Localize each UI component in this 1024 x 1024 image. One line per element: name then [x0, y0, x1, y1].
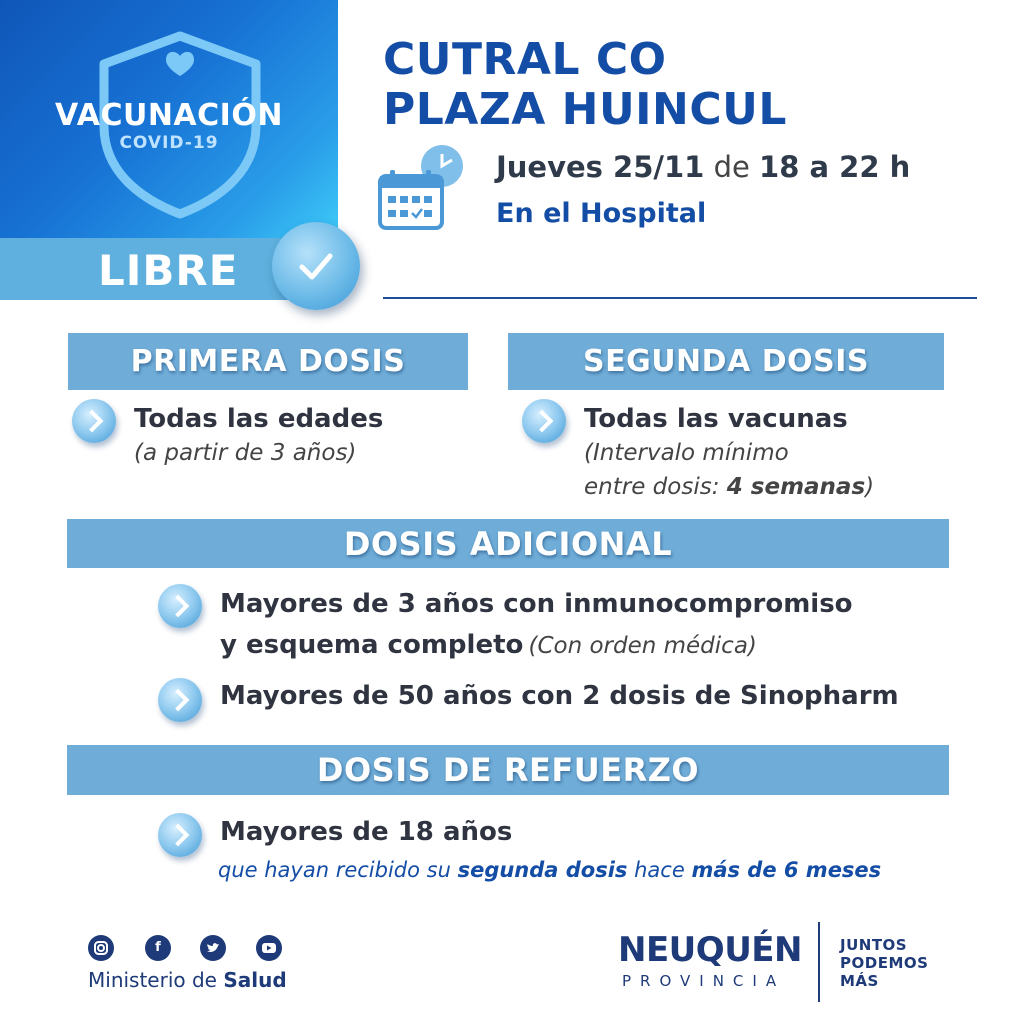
badge-subtitle: COVID-19	[119, 133, 219, 153]
refuerzo-item: Mayores de 18 años	[220, 817, 513, 847]
note-text: entre dosis:	[584, 474, 727, 500]
segunda-note-line1: (Intervalo mínimo	[584, 440, 789, 466]
primera-dosis-heading: PRIMERA DOSIS	[68, 333, 468, 390]
note-emphasis: más de 6 meses	[691, 858, 882, 882]
divider-line	[383, 297, 977, 299]
youtube-icon[interactable]	[256, 935, 282, 961]
ministerio-label	[88, 968, 287, 992]
adicional-item1-line1: Mayores de 3 años con inmunocompromiso	[220, 589, 853, 619]
arrow-bullet-icon	[158, 584, 202, 628]
segunda-dosis-heading: SEGUNDA DOSIS	[508, 333, 944, 390]
adicional-item2: Mayores de 50 años con 2 dosis de Sinopharm	[220, 681, 899, 711]
primera-item: Todas las edades	[134, 404, 384, 434]
event-hours: 18 a 22 h	[759, 150, 911, 184]
ministerio-prefix: Ministerio de	[88, 968, 224, 992]
page-title-line1: CUTRAL CO	[383, 34, 667, 85]
note-text: )	[865, 474, 875, 500]
arrow-bullet-icon	[158, 813, 202, 857]
calendar-clock-icon	[376, 144, 468, 232]
ministerio-salud: Salud	[223, 968, 287, 992]
page-title-line2: PLAZA HUINCUL	[383, 84, 787, 135]
libre-label: LIBRE	[98, 246, 239, 295]
event-datetime	[496, 150, 910, 184]
dosis-refuerzo-heading: DOSIS DE REFUERZO	[67, 745, 949, 795]
adicional-item1-note: (Con orden médica)	[528, 633, 757, 659]
footer-divider	[818, 922, 820, 1002]
neuquen-logo: NEUQUÉN	[618, 930, 802, 970]
badge-title: VACUNACIÓN	[55, 98, 283, 133]
slogan-line2: PODEMOS	[840, 954, 929, 972]
slogan-line3: MÁS	[840, 972, 879, 990]
event-location: En el Hospital	[496, 198, 707, 229]
adicional-item1-line2	[220, 630, 757, 660]
arrow-bullet-icon	[72, 399, 116, 443]
note-text: que hayan recibido su	[218, 858, 458, 882]
note-emphasis: segunda dosis	[457, 858, 628, 882]
arrow-bullet-icon	[522, 399, 566, 443]
instagram-icon[interactable]	[88, 935, 114, 961]
facebook-icon[interactable]: f	[145, 935, 171, 961]
check-icon	[272, 222, 360, 310]
segunda-item: Todas las vacunas	[584, 404, 848, 434]
adicional-item1-text: y esquema completo	[220, 630, 524, 660]
dosis-adicional-heading: DOSIS ADICIONAL	[67, 519, 949, 568]
note-emphasis: 4 semanas	[726, 474, 866, 500]
event-connector: de	[713, 150, 750, 184]
event-date: Jueves 25/11	[496, 150, 705, 184]
segunda-note-line2	[584, 474, 874, 500]
note-text: hace	[627, 858, 692, 882]
arrow-bullet-icon	[158, 678, 202, 722]
slogan-line1: JUNTOS	[840, 936, 908, 954]
provincia-label: PROVINCIA	[622, 972, 786, 990]
heart-icon	[166, 52, 194, 76]
primera-note: (a partir de 3 años)	[134, 440, 357, 466]
refuerzo-note	[218, 858, 881, 882]
twitter-icon[interactable]	[200, 935, 226, 961]
